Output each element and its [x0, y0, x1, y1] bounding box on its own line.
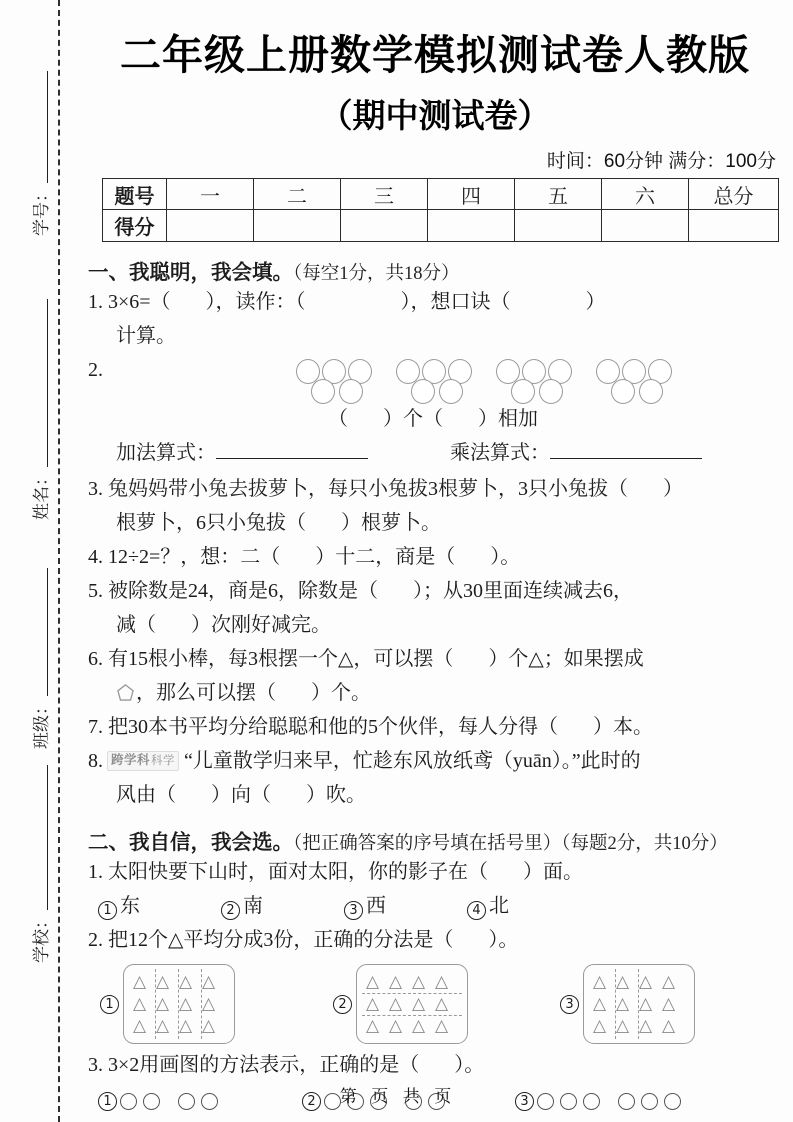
- dashed-divider: [362, 993, 462, 994]
- student-name-label: 姓名：: [32, 469, 51, 520]
- circled-1-icon: 1: [100, 995, 119, 1014]
- s1-q6-line2-text: ，那么可以摆（ ）个。: [136, 682, 371, 704]
- circled-1-icon: 1: [98, 1092, 117, 1111]
- circled-3-icon: 3: [515, 1092, 534, 1111]
- class-write-line[interactable]: [34, 568, 48, 696]
- circled-3-icon: 3: [560, 995, 579, 1014]
- dashed-divider: [201, 969, 202, 1039]
- s1-q2-formulas: [88, 434, 782, 472]
- circle-shape: [411, 379, 435, 404]
- triangle-shape: △: [366, 972, 380, 992]
- circled-3-icon: 3: [344, 901, 363, 920]
- multiplication-formula-write-line[interactable]: [550, 439, 702, 459]
- section2-heading: [88, 825, 782, 855]
- triangle-shape: △: [412, 972, 426, 992]
- circle-group: [596, 359, 682, 404]
- triangle-grid: [583, 964, 695, 1044]
- section1-note: （每空1分，共18分）: [293, 264, 460, 284]
- triangle-shape: △: [179, 972, 193, 992]
- score-blank-cell[interactable]: [254, 210, 341, 242]
- circle-shape: [639, 379, 663, 404]
- triangle-grid: [356, 964, 468, 1044]
- student-number-write-line[interactable]: [34, 71, 48, 183]
- s1-q6-line1: 6. 有15根小棒，每3根摆一个△，可以摆（ ）个△；如果摆成: [88, 648, 644, 670]
- score-header-cell: 三: [341, 179, 428, 210]
- triangle-shape: △: [639, 972, 653, 992]
- circled-2-icon: 2: [221, 901, 240, 920]
- multiplication-formula-label: 乘法算式：: [450, 442, 550, 464]
- triangle-shape: △: [662, 994, 676, 1014]
- s1-q1-line1: 1. 3×6=（ ），读作：（ ），想口诀（ ）: [88, 291, 606, 313]
- triangle-shape: △: [662, 1016, 676, 1036]
- page-title: 二年级上册数学模拟测试卷人教版: [120, 32, 750, 78]
- addition-formula-write-line[interactable]: [216, 439, 368, 459]
- option-south[interactable]: [221, 889, 344, 923]
- score-blank-cell[interactable]: [515, 210, 602, 242]
- triangle-shape: △: [435, 994, 449, 1014]
- circle-group: [496, 359, 582, 404]
- triangle-shape: △: [412, 1016, 426, 1036]
- triangle-shape: △: [133, 1016, 147, 1036]
- dashed-divider: [615, 969, 616, 1039]
- section1-heading: [88, 255, 782, 285]
- circle-shape: [511, 379, 535, 404]
- triangle-shape: △: [389, 994, 403, 1014]
- s2-q2-diagram-options: [100, 964, 782, 1044]
- class-field: [30, 568, 54, 749]
- triangle-shape: △: [616, 1016, 630, 1036]
- pentagon-icon: [116, 683, 135, 702]
- triangle-shape: △: [593, 1016, 607, 1036]
- score-header-cell: 题号: [103, 179, 167, 210]
- s1-q8-line1-text: “儿童散学归来早，忙趁东风放纸鸢（yuān）。”此时的: [184, 750, 641, 772]
- student-name-write-line[interactable]: [34, 299, 48, 467]
- option-west-label: 西: [366, 895, 386, 917]
- option-east[interactable]: [98, 889, 221, 923]
- triangle-shape: △: [156, 1016, 170, 1036]
- score-header-cell: 一: [167, 179, 254, 210]
- circled-4-icon: 4: [467, 901, 486, 920]
- score-header-cell: 五: [515, 179, 602, 210]
- s1-q6-line2: [88, 676, 782, 710]
- triangle-shape: △: [593, 972, 607, 992]
- dashed-divider: [638, 969, 639, 1039]
- s2-q1-options: [88, 889, 782, 923]
- triangle-shape: △: [202, 972, 216, 992]
- triangle-shape: △: [156, 972, 170, 992]
- option-north-label: 北: [489, 895, 509, 917]
- score-header-cell: 总分: [689, 179, 779, 210]
- dashed-divider: [155, 969, 156, 1039]
- s1-q7-line1: 7. 把30本书平均分给聪聪和他的5个伙伴，每人分得（ ）本。: [88, 716, 653, 738]
- triangle-shape: △: [662, 972, 676, 992]
- division-option-2[interactable]: [333, 964, 468, 1044]
- s1-q5-line1: 5. 被除数是24，商是6，除数是（ ）；从30里面连续减去6，: [88, 580, 633, 602]
- s1-q5-line2: 减（ ）次刚好减完。: [116, 614, 331, 636]
- triangle-shape: △: [639, 1016, 653, 1036]
- page-footer: 第 页 共 页: [339, 1087, 454, 1106]
- triangle-shape: △: [412, 994, 426, 1014]
- circled-1-icon: 1: [98, 901, 117, 920]
- circled-2-icon: 2: [333, 995, 352, 1014]
- triangle-shape: △: [202, 994, 216, 1014]
- section1-title: 一、我聪明，我会填。: [88, 261, 293, 284]
- option-north[interactable]: [467, 889, 590, 923]
- circled-2-icon: 2: [302, 1092, 321, 1111]
- page-subtitle: （期中测试卷）: [319, 97, 551, 134]
- school-field: [30, 765, 54, 963]
- school-write-line[interactable]: [34, 765, 48, 910]
- class-label: 班级：: [32, 698, 51, 749]
- s2-q1-line1: 1. 太阳快要下山时，面对太阳，你的影子在（ ）面。: [88, 861, 583, 883]
- s1-q8-line2: 风由（ ）向（ ）吹。: [116, 784, 366, 806]
- circle-shape: [339, 379, 363, 404]
- exam-meta: 时间：60分钟 满分：100分: [546, 151, 776, 172]
- score-blank-cell[interactable]: [602, 210, 689, 242]
- triangle-shape: △: [616, 972, 630, 992]
- s1-q8-line1: [88, 744, 782, 778]
- circle-group: [296, 359, 382, 404]
- section2-title: 二、我自信，我会选。: [88, 831, 293, 854]
- student-name-field: [30, 299, 54, 520]
- score-table: [102, 178, 779, 242]
- s1-q3-line2: 根萝卜，6只小兔拔（ ）根萝卜。: [116, 512, 441, 534]
- triangle-shape: △: [616, 994, 630, 1014]
- dashed-divider: [362, 1015, 462, 1016]
- option-east-label: 东: [120, 895, 140, 917]
- triangle-grid: [123, 964, 235, 1044]
- triangle-shape: △: [639, 994, 653, 1014]
- score-row-label: 得分: [103, 210, 167, 242]
- option-west[interactable]: [344, 889, 467, 923]
- circle-group: [396, 359, 482, 404]
- triangle-shape: △: [133, 994, 147, 1014]
- triangle-shape: △: [179, 994, 193, 1014]
- triangle-shape: △: [133, 972, 147, 992]
- circle-shape: [439, 379, 463, 404]
- binding-dashed-line: [58, 0, 60, 1122]
- score-blank-cell[interactable]: [689, 210, 779, 242]
- score-table-value-row: [103, 210, 779, 242]
- badge-text: 跨学科: [111, 753, 151, 767]
- triangle-shape: △: [389, 972, 403, 992]
- student-number-field: [30, 71, 54, 236]
- s1-q4-line1: 4. 12÷2=？，想：二（ ）十二，商是（ ）。: [88, 546, 521, 568]
- section2-note: （把正确答案的序号填在括号里）（每题2分，共10分）: [293, 834, 728, 854]
- s1-q1-line2: 计算。: [116, 325, 176, 347]
- triangle-shape: △: [389, 1016, 403, 1036]
- score-header-cell: 六: [602, 179, 689, 210]
- score-table-header-row: [103, 179, 779, 210]
- triangle-shape: △: [202, 1016, 216, 1036]
- school-label: 学校：: [32, 912, 51, 963]
- triangle-shape: △: [179, 1016, 193, 1036]
- s2-q3-line1: 3. 3×2用画图的方法表示，正确的是（ ）。: [88, 1054, 485, 1076]
- division-option-3[interactable]: [560, 964, 695, 1044]
- circle-shape: [611, 379, 635, 404]
- s1-q2-circle-groups: [296, 359, 782, 404]
- circle-shape: [311, 379, 335, 404]
- division-option-1[interactable]: [100, 964, 235, 1044]
- triangle-shape: △: [435, 972, 449, 992]
- score-header-cell: 四: [428, 179, 515, 210]
- badge-subtext: 科学: [151, 755, 176, 767]
- dashed-divider: [178, 969, 179, 1039]
- triangle-shape: △: [366, 994, 380, 1014]
- triangle-shape: △: [435, 1016, 449, 1036]
- s2-q2-line1: 2. 把12个△平均分成3份，正确的分法是（ ）。: [88, 929, 519, 951]
- circle-shape: [539, 379, 563, 404]
- s1-q2-caption: （ ）个（ ）相加: [328, 408, 538, 430]
- score-header-cell: 二: [254, 179, 341, 210]
- score-blank-cell[interactable]: [341, 210, 428, 242]
- paper-body: [88, 0, 782, 1117]
- triangle-shape: △: [156, 994, 170, 1014]
- triangle-shape: △: [366, 1016, 380, 1036]
- student-number-label: 学号：: [32, 185, 51, 236]
- score-blank-cell[interactable]: [428, 210, 515, 242]
- triangle-shape: △: [593, 994, 607, 1014]
- cross-discipline-badge: [107, 751, 179, 771]
- addition-formula-label: 加法算式：: [116, 442, 216, 464]
- s1-q2-number: 2.: [88, 359, 103, 381]
- option-south-label: 南: [243, 895, 263, 917]
- s1-q3-line1: 3. 兔妈妈带小兔去拔萝卜，每只小兔拔3根萝卜，3只小兔拔（ ）: [88, 478, 683, 500]
- s1-q8-number: 8.: [88, 750, 103, 772]
- score-blank-cell[interactable]: [167, 210, 254, 242]
